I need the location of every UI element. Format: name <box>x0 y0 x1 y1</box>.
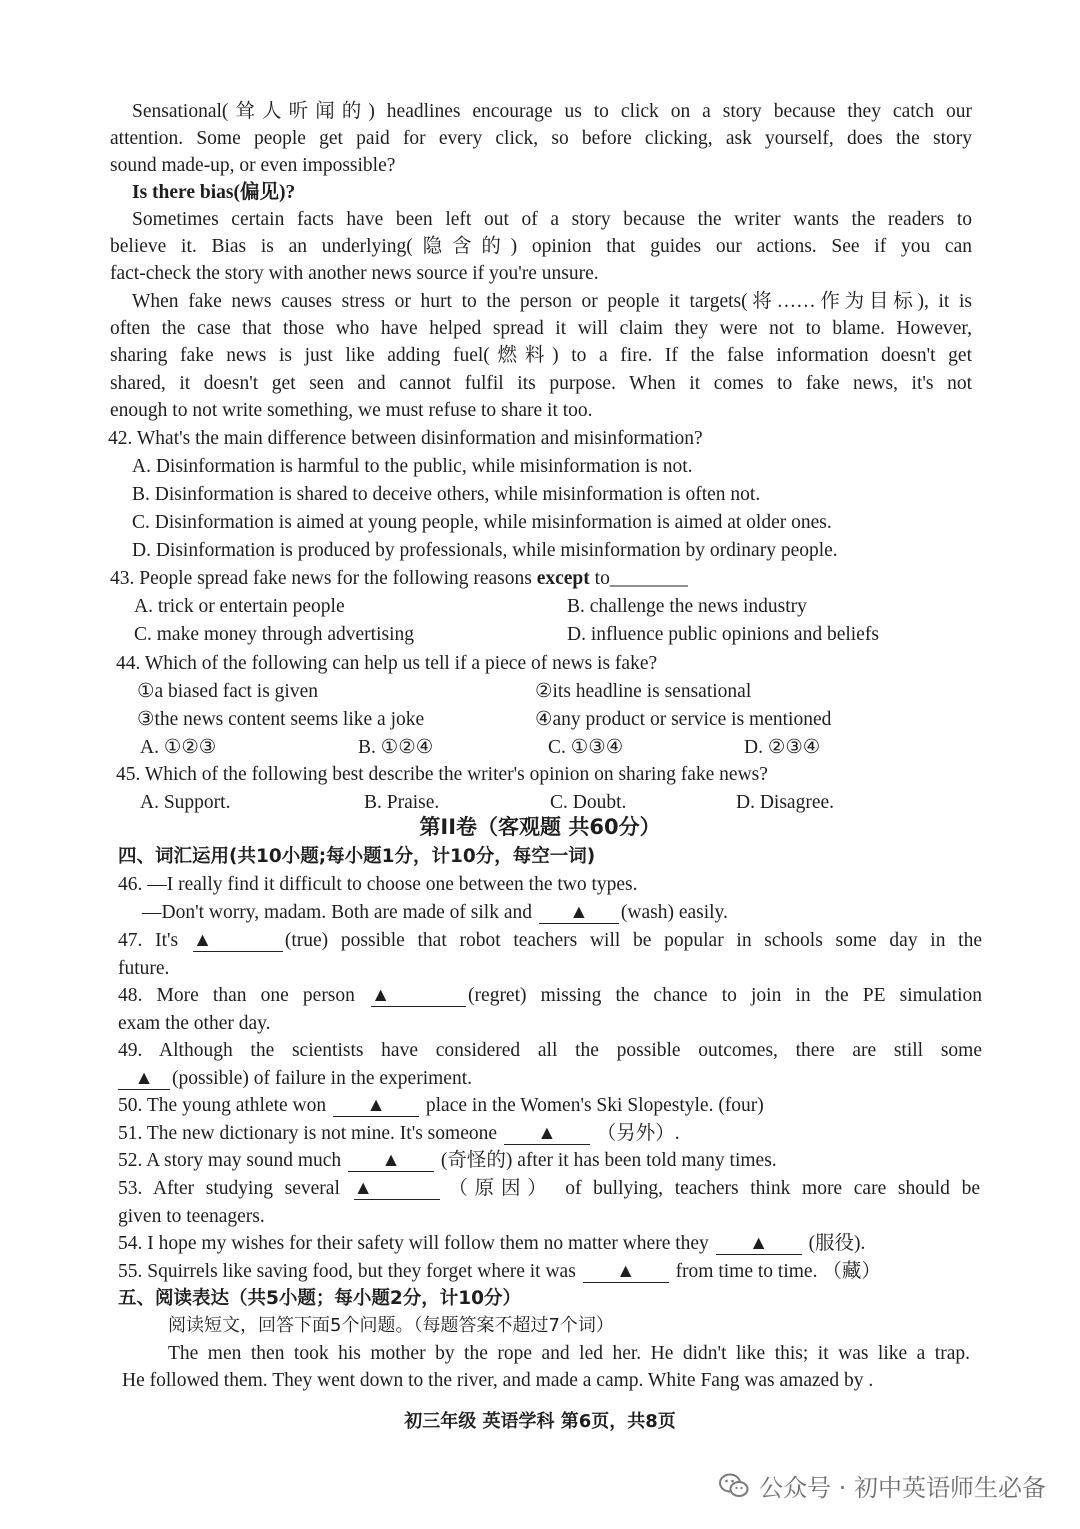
passage-subheading: Is there bias(偏见)? <box>132 182 296 203</box>
part-2-title: 第II卷（客观题 共60分） <box>419 815 661 839</box>
question-47-hint: (true) possible that robot teachers will be popular in schools some day in the <box>284 930 983 951</box>
question-47-line-2: future. <box>118 958 170 979</box>
question-55 <box>118 1258 980 1285</box>
question-42-option-b: B. Disinformation is shared to deceive others, while misinformation is often not. <box>132 484 761 505</box>
question-44-option-b: B. ①②④ <box>358 737 434 758</box>
question-45-stem: 45. Which of the following best describe the writer's opinion on sharing fake news? <box>116 764 768 785</box>
question-53-hint: （原因） of bullying, teachers think more care should be <box>441 1178 980 1199</box>
question-44-item-4: ④any product or service is mentioned <box>535 709 832 730</box>
watermark <box>719 1468 1046 1503</box>
answer-blank[interactable]: ▲ <box>371 986 466 1007</box>
answer-blank[interactable]: ▲ <box>118 1069 170 1090</box>
question-51-hint: （另外）. <box>591 1123 680 1144</box>
passage-line: believe it. Bias is an underlying(隐含的) opinion that guides our actions. See if you can <box>110 236 972 257</box>
answer-blank[interactable]: ▲ <box>539 903 619 924</box>
question-43-option-c: C. make money through advertising <box>134 624 414 645</box>
passage-line: often the case that those who have helped spread it will claim they were not to blame. However, <box>110 318 972 339</box>
question-54 <box>118 1230 980 1257</box>
question-44-stem: 44. Which of the following can help us tell if a piece of news is fake? <box>116 653 658 674</box>
question-49-line-2 <box>118 1065 980 1092</box>
question-48-text: 48. More than one person <box>118 985 370 1006</box>
passage-line: fact-check the story with another news source if you're unsure. <box>110 263 599 284</box>
question-42-option-a: A. Disinformation is harmful to the public, while misinformation is not. <box>132 456 693 477</box>
watermark-text: 公众号 · 初中英语师生必备 <box>759 1474 1046 1502</box>
question-46-line-1: 46. —I really find it difficult to choose one between the two types. <box>118 874 638 895</box>
question-50-text: 50. The young athlete won <box>118 1095 332 1116</box>
question-46-line-2 <box>142 899 1004 926</box>
answer-blank[interactable]: ▲ <box>504 1124 590 1145</box>
question-44-option-c: C. ①③④ <box>548 737 624 758</box>
question-43-stem-text: 43. People spread fake news for the following reasons <box>110 568 537 589</box>
question-43-option-d: D. influence public opinions and beliefs <box>567 624 879 645</box>
question-50-hint: place in the Women's Ski Slopestyle. (four) <box>421 1095 764 1116</box>
question-50 <box>118 1092 980 1119</box>
question-54-text: 54. I hope my wishes for their safety will follow them no matter where they <box>118 1233 714 1254</box>
question-45-option-c: C. Doubt. <box>550 792 627 813</box>
passage-line: attention. Some people get paid for every click, so before clicking, ask yourself, does the story <box>110 128 972 149</box>
question-46-text: —Don't worry, madam. Both are made of silk and <box>142 902 537 923</box>
reading-line: He followed them. They went down to the river, and made a camp. White Fang was amazed by . <box>122 1370 874 1391</box>
question-53-line-1 <box>118 1175 980 1202</box>
question-52 <box>118 1147 980 1174</box>
question-42-option-c: C. Disinformation is aimed at young people, while misinformation is aimed at older ones. <box>132 512 832 533</box>
question-45-option-b: B. Praise. <box>364 792 440 813</box>
question-44-item-3: ③the news content seems like a joke <box>137 709 425 730</box>
question-44-item-2: ②its headline is sensational <box>535 681 752 702</box>
passage-line: sharing fake news is just like adding fuel(燃料) to a fire. If the false information doesn't get <box>110 345 972 366</box>
question-43-blank: to________ <box>589 568 688 589</box>
question-54-hint: (服役). <box>803 1233 866 1254</box>
question-52-text: 52. A story may sound much <box>118 1150 347 1171</box>
question-51-text: 51. The new dictionary is not mine. It's someone <box>118 1123 502 1144</box>
question-49-line-1: 49. Although the scientists have considered all the possible outcomes, there are still some <box>118 1040 982 1061</box>
question-46-hint: (wash) easily. <box>620 902 728 923</box>
passage-line: When fake news causes stress or hurt to the person or people it targets(将……作为目标), it is <box>132 291 972 312</box>
question-42-option-d: D. Disinformation is produced by professionals, while misinformation by ordinary people. <box>132 540 838 561</box>
question-43-except: except <box>536 568 590 589</box>
question-42-stem: 42. What's the main difference between disinformation and misinformation? <box>108 428 703 449</box>
answer-blank[interactable]: ▲ <box>333 1096 419 1117</box>
section-4-heading: 四、词汇运用(共10小题;每小题1分，计10分，每空一词) <box>118 846 596 867</box>
passage-line: Sometimes certain facts have been left out of a story because the writer wants the readers to <box>132 209 972 230</box>
reading-line: The men then took his mother by the rope and led her. He didn't like this; it was like a trap. <box>168 1343 970 1364</box>
question-43-stem <box>110 565 972 592</box>
section-5-heading: 五、阅读表达（共5小题；每小题2分，计10分） <box>118 1288 521 1309</box>
question-43-option-b: B. challenge the news industry <box>567 596 807 617</box>
page-footer: 初三年级 英语学科 第6页，共8页 <box>404 1411 676 1432</box>
passage-line: shared, it doesn't get seen and cannot fulfil its purpose. When it comes to fake news, it's not <box>110 373 972 394</box>
answer-blank[interactable]: ▲ <box>348 1151 434 1172</box>
passage-line: Sensational(耸人听闻的) headlines encourage us to click on a story because they catch our <box>132 101 972 122</box>
question-51 <box>118 1120 980 1147</box>
question-53-line-2: given to teenagers. <box>118 1206 265 1227</box>
question-45-option-a: A. Support. <box>140 792 231 813</box>
question-44-option-a: A. ①②③ <box>140 737 217 758</box>
passage-line: enough to not write something, we must refuse to share it too. <box>110 400 593 421</box>
answer-blank[interactable]: ▲ <box>583 1262 669 1283</box>
question-43-option-a: A. trick or entertain people <box>134 596 345 617</box>
question-47-line-1 <box>118 927 982 954</box>
question-45-option-d: D. Disagree. <box>736 792 835 813</box>
question-52-hint: (奇怪的) after it has been told many times. <box>436 1150 777 1171</box>
question-44-option-d: D. ②③④ <box>744 737 821 758</box>
answer-blank[interactable]: ▲ <box>354 1179 440 1200</box>
answer-blank[interactable]: ▲ <box>716 1234 802 1255</box>
question-47-text: 47. It's <box>118 930 191 951</box>
question-48-line-1 <box>118 982 982 1009</box>
question-55-hint: from time to time. （藏） <box>670 1261 881 1282</box>
question-48-hint: (regret) missing the chance to join in the PE simulation <box>468 985 982 1006</box>
answer-blank[interactable]: ▲ <box>193 931 283 952</box>
question-48-line-2: exam the other day. <box>118 1013 271 1034</box>
question-49-hint: (possible) of failure in the experiment. <box>172 1068 472 1089</box>
question-44-item-1: ①a biased fact is given <box>137 681 319 702</box>
section-5-instruction: 阅读短文，回答下面5个问题。（每题答案不超过7个词） <box>168 1315 614 1336</box>
passage-line: sound made-up, or even impossible? <box>110 155 396 176</box>
question-53-text: 53. After studying several <box>118 1178 352 1199</box>
wechat-icon <box>719 1473 749 1499</box>
question-55-text: 55. Squirrels like saving food, but they forget where it was <box>118 1261 581 1282</box>
